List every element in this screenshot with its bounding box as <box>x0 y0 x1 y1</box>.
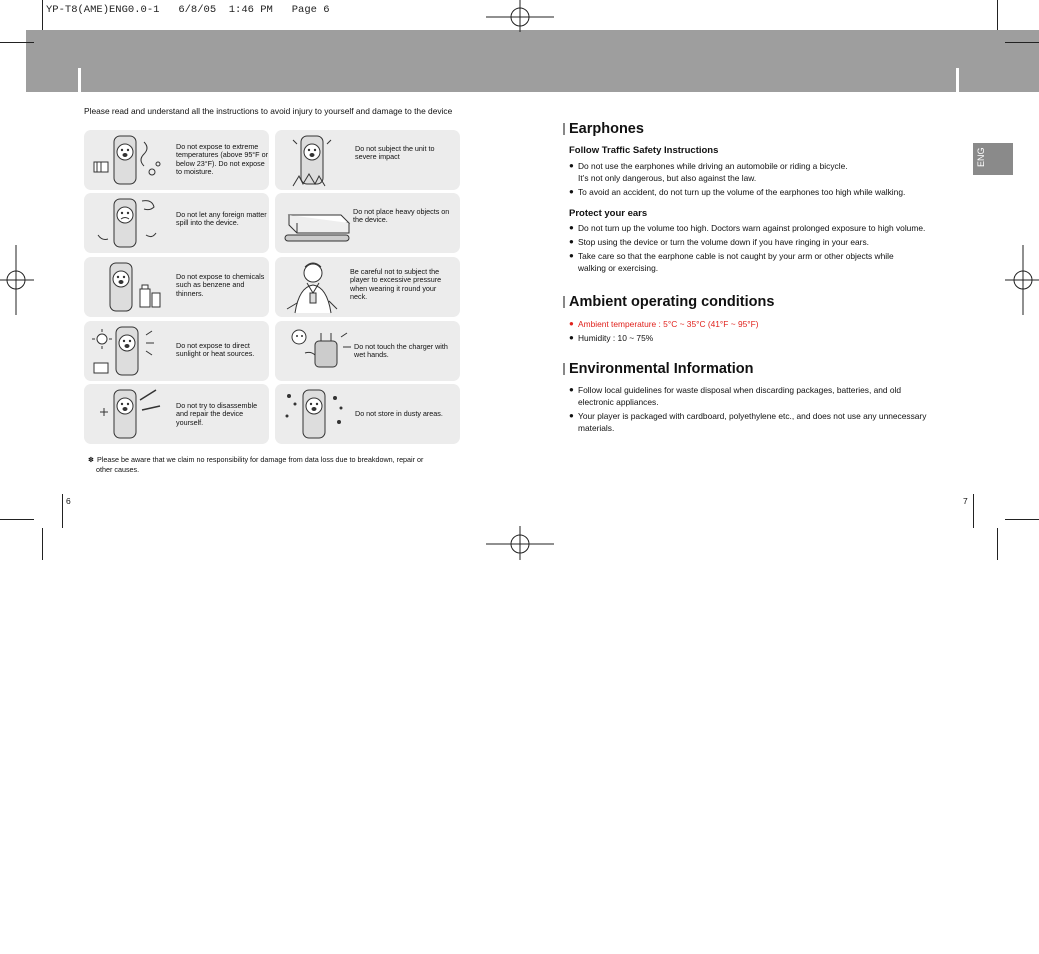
player-with-chemicals-icon <box>90 259 168 315</box>
protect-ears-title: Protect your ears <box>569 208 648 219</box>
player-in-heat-and-water-icon <box>90 132 168 188</box>
warning-text: Do not expose to extreme temperatures (above 95°F or below 23°F). Do not expose to moisture. <box>176 142 268 177</box>
ambient-title: Ambient operating conditions <box>569 294 775 310</box>
print-slug: YP-T8(AME)ENG0.0-1 6/8/05 1:46 PM Page 6 <box>46 4 330 16</box>
warning-card-dusty-areas <box>275 384 460 444</box>
warning-card-extreme-temperature <box>84 130 269 190</box>
earphones-title: Earphones <box>569 121 644 137</box>
warning-card-sunlight <box>84 321 269 381</box>
warning-card-impact <box>275 130 460 190</box>
warning-text: Do not subject the unit to severe impact <box>355 144 435 162</box>
environment-title: Environmental Information <box>569 361 754 377</box>
warning-text: Be careful not to subject the player to excessive pressure when wearing it round your neck. <box>350 267 442 302</box>
player-in-dust-icon <box>279 386 357 442</box>
header-notch-left <box>78 68 81 92</box>
ambient-list <box>569 318 959 346</box>
page-number-left: 6 <box>66 496 71 506</box>
header-band <box>26 30 1039 92</box>
intro-text: Please read and understand all the instructions to avoid injury to yourself and damage to the device <box>84 106 453 116</box>
warning-card-charger-wet-hands <box>275 321 460 381</box>
section-marker <box>563 123 565 135</box>
language-tab <box>973 143 1013 175</box>
registration-mark-right <box>1005 245 1039 315</box>
section-marker <box>563 296 565 308</box>
language-tab-label: ENG <box>976 147 986 167</box>
warning-text: Do not store in dusty areas. <box>355 409 443 418</box>
person-wearing-player-icon <box>281 259 359 315</box>
warning-text: Do not try to disassemble and repair the device yourself. <box>176 401 258 427</box>
warning-card-disassemble <box>84 384 269 444</box>
list-item: ● Do not use the earphones while driving an automobile or riding a bicycle. It’s not only dangerous, but also against the law. <box>569 160 959 184</box>
environment-list <box>569 384 961 436</box>
disclaimer-footnote <box>88 455 458 475</box>
footnote-line-1: Please be aware that we claim no responsibility for damage from data loss due to breakdown, repair or <box>97 455 424 464</box>
temperature-item: ● Ambient temperature : 5°C ~ 35°C (41°F ~ 95°F) <box>569 318 959 330</box>
list-item: ● To avoid an accident, do not turn up the volume of the earphones too high while walking. <box>569 186 959 198</box>
traffic-safety-list <box>569 160 959 200</box>
list-item: ● Follow local guidelines for waste disposal when discarding packages, batteries, and old electronic appliances. <box>569 384 961 408</box>
player-in-sun-icon <box>90 323 168 379</box>
traffic-safety-title: Follow Traffic Safety Instructions <box>569 145 719 156</box>
warning-text: Do not touch the charger with wet hands. <box>354 342 448 360</box>
list-item: ● Your player is packaged with cardboard, polyethylene etc., and does not use any unnecessary materials. <box>569 410 961 434</box>
warning-text: Do not place heavy objects on the device. <box>353 207 450 225</box>
protect-ears-list <box>569 222 959 276</box>
registration-mark-top <box>486 0 554 32</box>
heavy-object-on-device-icon <box>281 195 359 251</box>
registration-mark-bottom <box>486 526 554 560</box>
list-item: ● Take care so that the earphone cable is not caught by your arm or other objects while walking or exercising. <box>569 250 959 274</box>
registration-mark-left <box>0 245 34 315</box>
warning-card-chemicals <box>84 257 269 317</box>
warning-card-neck-pressure <box>275 257 460 317</box>
footnote-line-2: other causes. <box>96 465 140 474</box>
warning-text: Do not expose to chemicals such as benzene and thinners. <box>176 272 265 298</box>
footnote-symbol: ✽ <box>88 455 95 464</box>
warning-text: Do not expose to direct sunlight or heat sources. <box>176 341 255 359</box>
header-notch-right <box>956 68 959 92</box>
charger-wet-hands-icon <box>281 323 359 379</box>
player-impact-icon <box>279 132 357 188</box>
section-marker <box>563 363 565 375</box>
list-item: ● Do not turn up the volume too high. Doctors warn against prolonged exposure to high volume. <box>569 222 959 234</box>
warning-text: Do not let any foreign matter spill into the device. <box>176 210 267 228</box>
humidity-item: ● Humidity : 10 ~ 75% <box>569 332 959 344</box>
page-number-right: 7 <box>963 496 968 506</box>
player-with-tools-icon <box>90 386 168 442</box>
warning-card-foreign-matter <box>84 193 269 253</box>
warning-card-heavy-objects <box>275 193 460 253</box>
list-item: ● Stop using the device or turn the volume down if you have ringing in your ears. <box>569 236 959 248</box>
player-with-spill-icon <box>90 195 168 251</box>
